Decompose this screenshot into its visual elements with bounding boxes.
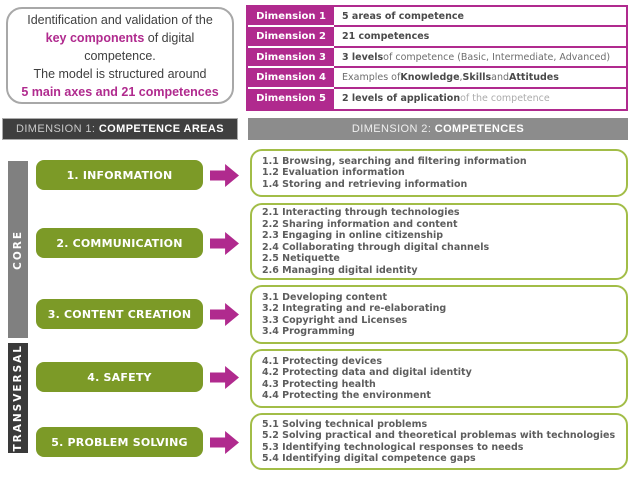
area-button-problem-solving: 5. PROBLEM SOLVING (36, 427, 203, 457)
column-header-competences: DIMENSION 2: COMPETENCES (248, 118, 628, 140)
competence-item: 4.4 Protecting the environment (262, 390, 431, 401)
arrow-right-icon (210, 303, 239, 326)
competence-item: 3.3 Copyright and Licenses (262, 314, 408, 326)
intro-box (6, 7, 234, 104)
dimension-2-desc: 21 competences (334, 27, 626, 47)
dimension-5-label: Dimension 5 (248, 89, 334, 109)
intro-line-2: key components of digital (45, 30, 195, 45)
competence-item: 2.6 Managing digital identity (262, 264, 418, 276)
competence-item: 3.1 Developing content (262, 291, 388, 303)
competence-item: 4.1 Protecting devices (262, 355, 383, 367)
core-label: CORE (12, 229, 24, 270)
arrow-right-icon (210, 164, 239, 187)
dimension-2-label: Dimension 2 (248, 27, 334, 47)
dimension-3-desc: 3 levels of competence (Basic, Intermediate, Advanced) (334, 48, 626, 68)
intro-highlight-axes: 5 main axes and 21 competences (21, 84, 219, 99)
dimension-1-desc: 5 areas of competence (334, 7, 626, 27)
area-button-information: 1. INFORMATION (36, 160, 203, 190)
arrow-right-icon (210, 431, 239, 454)
competence-item: 5.1 Solving technical problems (262, 418, 428, 430)
transversal-bar (8, 343, 28, 453)
area-button-communication: 2. COMMUNICATION (36, 228, 203, 258)
intro-line-1: Identification and validation of the (27, 12, 213, 27)
competence-item: 5.2 Solving practical and theoretical problemas with technologies (262, 430, 616, 441)
dimension-row-3 (248, 48, 626, 68)
competence-list-problem-solving (250, 413, 628, 470)
dimension-4-label: Dimension 4 (248, 68, 334, 88)
core-bar (8, 161, 28, 338)
column-header-competence-areas: DIMENSION 1: COMPETENCE AREAS (2, 118, 238, 140)
competence-item: 4.2 Protecting data and digital identity (262, 367, 472, 378)
competence-item: 2.3 Engaging in online citizenship (262, 230, 444, 241)
competence-item: 2.2 Sharing information and content (262, 218, 458, 230)
competence-item: 1.4 Storing and retrieving information (262, 178, 468, 190)
competence-item: 5.3 Identifying technological responses to needs (262, 441, 524, 453)
competence-item: 5.4 Identifying digital competence gaps (262, 453, 476, 464)
competence-item: 3.2 Integrating and re-elaborating (262, 303, 447, 314)
competence-item: 1.2 Evaluation information (262, 167, 405, 179)
intro-line-3: competence. (84, 48, 156, 63)
competence-item: 2.4 Collaborating through digital channels (262, 241, 490, 253)
competence-list-communication (250, 203, 628, 280)
competence-list-safety (250, 349, 628, 408)
competence-item: 3.4 Programming (262, 326, 355, 337)
area-button-safety: 4. SAFETY (36, 362, 203, 392)
dimension-5-desc: 2 levels of application of the competence (342, 93, 550, 105)
dimension-row-2 (248, 27, 626, 47)
transversal-label: TRANSVERSAL (12, 344, 24, 452)
intro-highlight-key-components: key components (45, 30, 145, 45)
dimension-table (246, 5, 628, 111)
dimension-4-desc: Examples of Knowledge , Skills and Attitudes (334, 68, 626, 88)
competence-item: 2.5 Netiquette (262, 253, 340, 264)
competence-list-content-creation (250, 285, 628, 344)
dimension-row-1 (248, 7, 626, 27)
competence-item: 1.1 Browsing, searching and filtering information (262, 155, 527, 167)
dimension-3-label: Dimension 3 (248, 48, 334, 68)
arrow-right-icon (210, 366, 239, 389)
dimension-row-4 (248, 68, 626, 88)
dimension-row-5 (248, 89, 626, 109)
arrow-right-icon (210, 232, 239, 255)
dimension-1-label: Dimension 1 (248, 7, 334, 27)
area-button-content-creation: 3. CONTENT CREATION (36, 299, 203, 329)
competence-list-information (250, 149, 628, 197)
intro-line-4: The model is structured around (33, 66, 207, 81)
competence-item: 4.3 Protecting health (262, 378, 376, 390)
intro-text (15, 11, 224, 101)
competence-item: 2.1 Interacting through technologies (262, 207, 460, 218)
